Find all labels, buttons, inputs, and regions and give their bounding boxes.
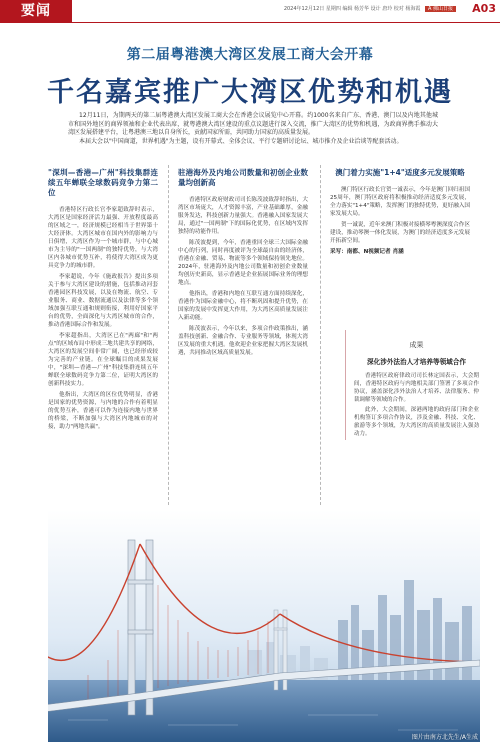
bridge-skyline-photo	[48, 510, 480, 742]
bridge-illustration	[48, 510, 480, 742]
results-sidebox	[345, 330, 479, 440]
subheadline: 第二届粤港澳大湾区发展工商大会开幕	[126, 47, 374, 63]
lead-text-2: 本届大会以"中国商道，世界机遇"为主题，设有开幕式、全体会议、平行专题研讨论坛、城市推介及企业洽谈等配套活动。	[79, 137, 403, 145]
masthead	[0, 0, 500, 23]
sidebox-paragraph: 香港特区政府律政司司长林定国表示，大会期间，香港特区政府与内地相关部门签署了多项合作协议，涵盖深化涉外法治人才培养、法律服务、仲裁调解等领域的合作。	[354, 373, 479, 403]
column-2-paragraph: 香港特区政府财政司司长陈茂波致辞时指出，大湾区市场庞大，人才资源丰富，产业基础雄厚，金融服务发达，科技创新力量强大。香港融入国家发展大局，通过"一国两制"下的国际化优势，在区域内发挥独特的功能作用。	[178, 197, 308, 235]
section-tag: 要闻	[0, 0, 72, 22]
sidebox-label: 成果	[409, 341, 424, 349]
column-3-paragraph: 澳门特区行政长官贺一诚表示，今年是澳门回归祖国25周年，澳门特区政府将积极推动经济适度多元发展，全力落实"1+4"策略，发挥澳门的独特优势，更好融入国家发展大局。	[330, 187, 471, 217]
page-number: A03	[472, 2, 496, 15]
lead-paragraph	[68, 112, 438, 146]
article-column-2	[178, 160, 308, 360]
sidebox-body	[354, 372, 479, 438]
sidebox-paragraph: 此外，大会期间，深港两地的政府部门和企业机构签订多项合作协议，涉及金融、科技、文化、旅游等多个领域，为大湾区的高质量发展注入强劲动力。	[354, 407, 479, 437]
column-1-paragraph: 香港特区行政长官李家超致辞时表示，大湾区是国家经济活力最强、开放程度最高的区域之一，经济规模已经相当于世界第十大经济体。大湾区城市在国内外的影响力与日俱增，大湾区作为一个城市群，与中心城市为主导的"一国两制"的独特优势，与大湾区内各城市优势互补，将使得大湾区成为更具竞争力的城市群。	[48, 207, 158, 269]
column-3-heading: 澳门着力实施"1+4"适度多元发展策略	[335, 168, 465, 177]
issue-date-line: 2024年12月12日 星期四 编辑 杨芳华 设计 唐玲 校对 杨海霞	[283, 6, 421, 12]
column-2-heading: 驻港海外及内地公司数量和初创企业数量均创新高	[178, 168, 308, 187]
column-2-paragraph: 他指出，香港和内地在互联互通方面持续深化，香港作为国际金融中心，将不断巩固和提升优势，在国家的发展中发挥更大作用，为大湾区高质量发展注入新动能。	[178, 291, 308, 321]
column-divider	[168, 165, 169, 505]
column-1-paragraph: 李家超说，今年《施政报告》提出多项关于参与大湾区建设的措施，包括推动河套香港园区科技发展，以及在物流、航空、专业服务、商业、数据流通以及法律等多个领域加强互联互通和规则衔接，利用好国家平台的优势，全面深化与大湾区城市的合作，推动香港国际合作和发展。	[48, 274, 158, 328]
column-2-paragraph: 陈茂波提到，今年，香港重回全球三大国际金融中心的行列，同时再度被评为全球最自由的经济体，香港在金融、贸易、物流等多个领域保持领先地位。2024年，驻港海外及内地公司数量和初创企业数量均创历史新高，显示香港是企业拓展国际业务的理想地点。	[178, 240, 308, 286]
article-column-1	[48, 160, 158, 434]
column-1-heading: "深圳—香港—广州"科技集群连续五年蝉联全球数码竞争力第二位	[48, 168, 158, 197]
column-1-paragraph: 李家超指出，大湾区已在"两廊"和"两点"的区域布局中形成三地共建共享的网络，大湾区的发展空间非常广阔，也已经形成较为完善的产业链。在全球瞩目的成果发展中，"深圳—香港—广州"科技集群连续五年蝉联全球数码竞争力第二位，证明大湾区的创新科技实力。	[48, 333, 158, 387]
lead-text-1: 12月11日，为期两天的第二届粤港澳大湾区发展工商大会在香港会议展览中心开幕。约1000名来自广东、香港、澳门以及内地其他城市和国外地区的商界领袖和企业代表出席，就粤港澳大湾区建设的重点议题进行深入交流，推广大湾区的优势和机遇，为政商界携手推动大湾区发展搭建平台，让粤港澳三地以自身所长，贡献国家所需，共同助力国家的高质量发展。	[68, 112, 438, 136]
column-divider	[320, 165, 321, 505]
reporter-credit: 采写：南都、N视频记者 肖涵	[330, 249, 404, 255]
column-1-paragraph: 他指出，大湾区的区位优势明显，香港是国家的优势资源，与内地的合作有着明显的优势互补，香港可以作为连接内地与世界的桥梁，不断加强与大湾区内地城市的对接，助力"两地共赢"。	[48, 392, 158, 430]
column-2-paragraph: 陈茂波表示，今年以来，多项合作政策推出，涵盖科技创新、金融合作、专业服务等领域，体现大湾区发展的重大机遇。他欢迎企业家把握大湾区发展机遇，共同推动区域高质量发展。	[178, 326, 308, 356]
article-column-3	[330, 160, 470, 259]
main-headline: 千名嘉宾推广大湾区优势和机遇	[47, 77, 453, 108]
column-3-paragraph: 贺一诚说，近年来澳门积极对接横琴粤澳深度合作区建设，推动琴澳一体化发展，为澳门的经济适度多元发展开拓新空间。	[330, 222, 470, 244]
sidebox-heading: 深化涉外法治人才培养等领域合作	[367, 358, 466, 366]
photo-caption: 图片由南方北先生/A生成	[411, 734, 478, 741]
issue-info	[284, 5, 456, 12]
edition-badge: A 佛山日报	[425, 6, 456, 12]
headline-block	[0, 44, 500, 109]
